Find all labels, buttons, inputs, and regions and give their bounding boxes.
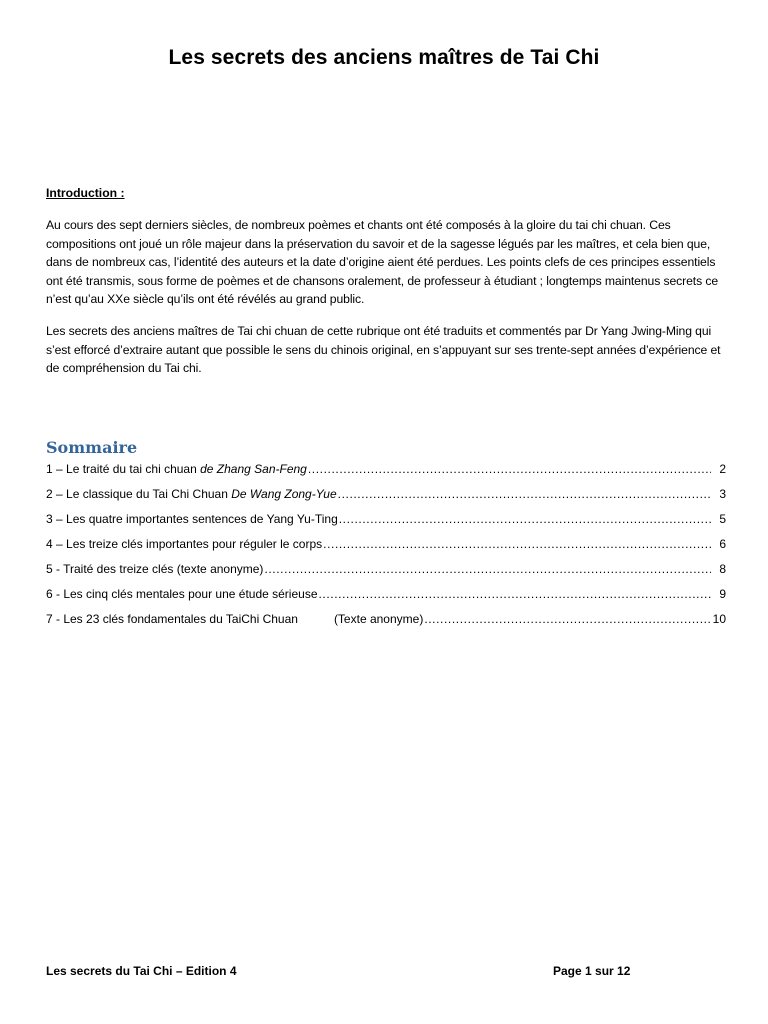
toc-leader-dots	[319, 587, 712, 601]
toc-entry-title: 4 – Les treize clés importantes pour réguler le corps	[46, 537, 323, 551]
toc-leader-dots	[323, 537, 711, 551]
toc-entry-1[interactable]	[46, 462, 726, 487]
toc-entry-title: 6 - Les cinq clés mentales pour une étude sérieuse	[46, 587, 318, 601]
toc-entry-3[interactable]	[46, 512, 726, 537]
document-title: Les secrets des anciens maîtres de Tai Chi	[168, 46, 600, 69]
toc-page-number: 8	[719, 562, 726, 576]
toc-leader-dots	[424, 612, 711, 626]
table-of-contents	[46, 462, 726, 637]
toc-page-number: 6	[719, 537, 726, 551]
toc-page-number: 2	[719, 462, 726, 476]
introduction-paragraph-2: Les secrets des anciens maîtres de Tai chi chuan de cette rubrique ont été traduits et commentés par Dr Yang Jwing-Ming qui s’est efforcé d’extraire autant que possible le sens du chinois original, en s’appuyant sur ses trente-sept années d’expérience et de compréhension du Tai chi.	[46, 324, 721, 376]
toc-entry-4[interactable]	[46, 537, 726, 562]
toc-page-number: 5	[719, 512, 726, 526]
footer-document-title: Les secrets du Tai Chi – Edition 4	[46, 964, 237, 978]
toc-entry-title: 2 – Le classique du Tai Chi Chuan De Wang Zong-Yue	[46, 487, 337, 501]
sommaire-heading: Sommaire	[46, 438, 138, 457]
toc-entry-title: 3 – Les quatre importantes sentences de Yang Yu-Ting	[46, 512, 338, 526]
toc-page-number: 3	[719, 487, 726, 501]
toc-entry-title: 5 - Traité des treize clés (texte anonyme)	[46, 562, 264, 576]
toc-entry-2[interactable]	[46, 487, 726, 512]
introduction-heading: Introduction :	[46, 186, 125, 200]
toc-entry-5[interactable]	[46, 562, 726, 587]
toc-entry-title: 7 - Les 23 clés fondamentales du TaiChi Chuan (Texte anonyme)	[46, 612, 424, 626]
toc-leader-dots	[339, 512, 711, 526]
footer-page-number: Page 1 sur 12	[553, 964, 631, 978]
introduction-paragraph-1: Au cours des sept derniers siècles, de nombreux poèmes et chants ont été composés à la gloire du tai chi chuan. Ces compositions ont joué un rôle majeur dans la préservation du savoir et de la sagesse légués par les maîtres, et cela bien que, dans de nombreux cas, l’identité des auteurs et la date d’origine aient été perdues. Les points clefs de ces principes essentiels ont été transmis, sous forme de poèmes et de chansons oralement, de professeur à étudiant ; longtemps maintenus secrets ce n’est qu’au XXe siècle qu’ils ont été révélés au grand public.	[46, 218, 719, 307]
toc-entry-7[interactable]	[46, 612, 726, 637]
toc-leader-dots	[264, 562, 711, 576]
toc-entry-6[interactable]	[46, 587, 726, 612]
toc-leader-dots	[308, 462, 711, 476]
toc-page-number: 9	[719, 587, 726, 601]
toc-entry-title: 1 – Le traité du tai chi chuan de Zhang San-Feng	[46, 462, 307, 476]
toc-page-number: 10	[712, 612, 726, 626]
toc-leader-dots	[338, 487, 711, 501]
